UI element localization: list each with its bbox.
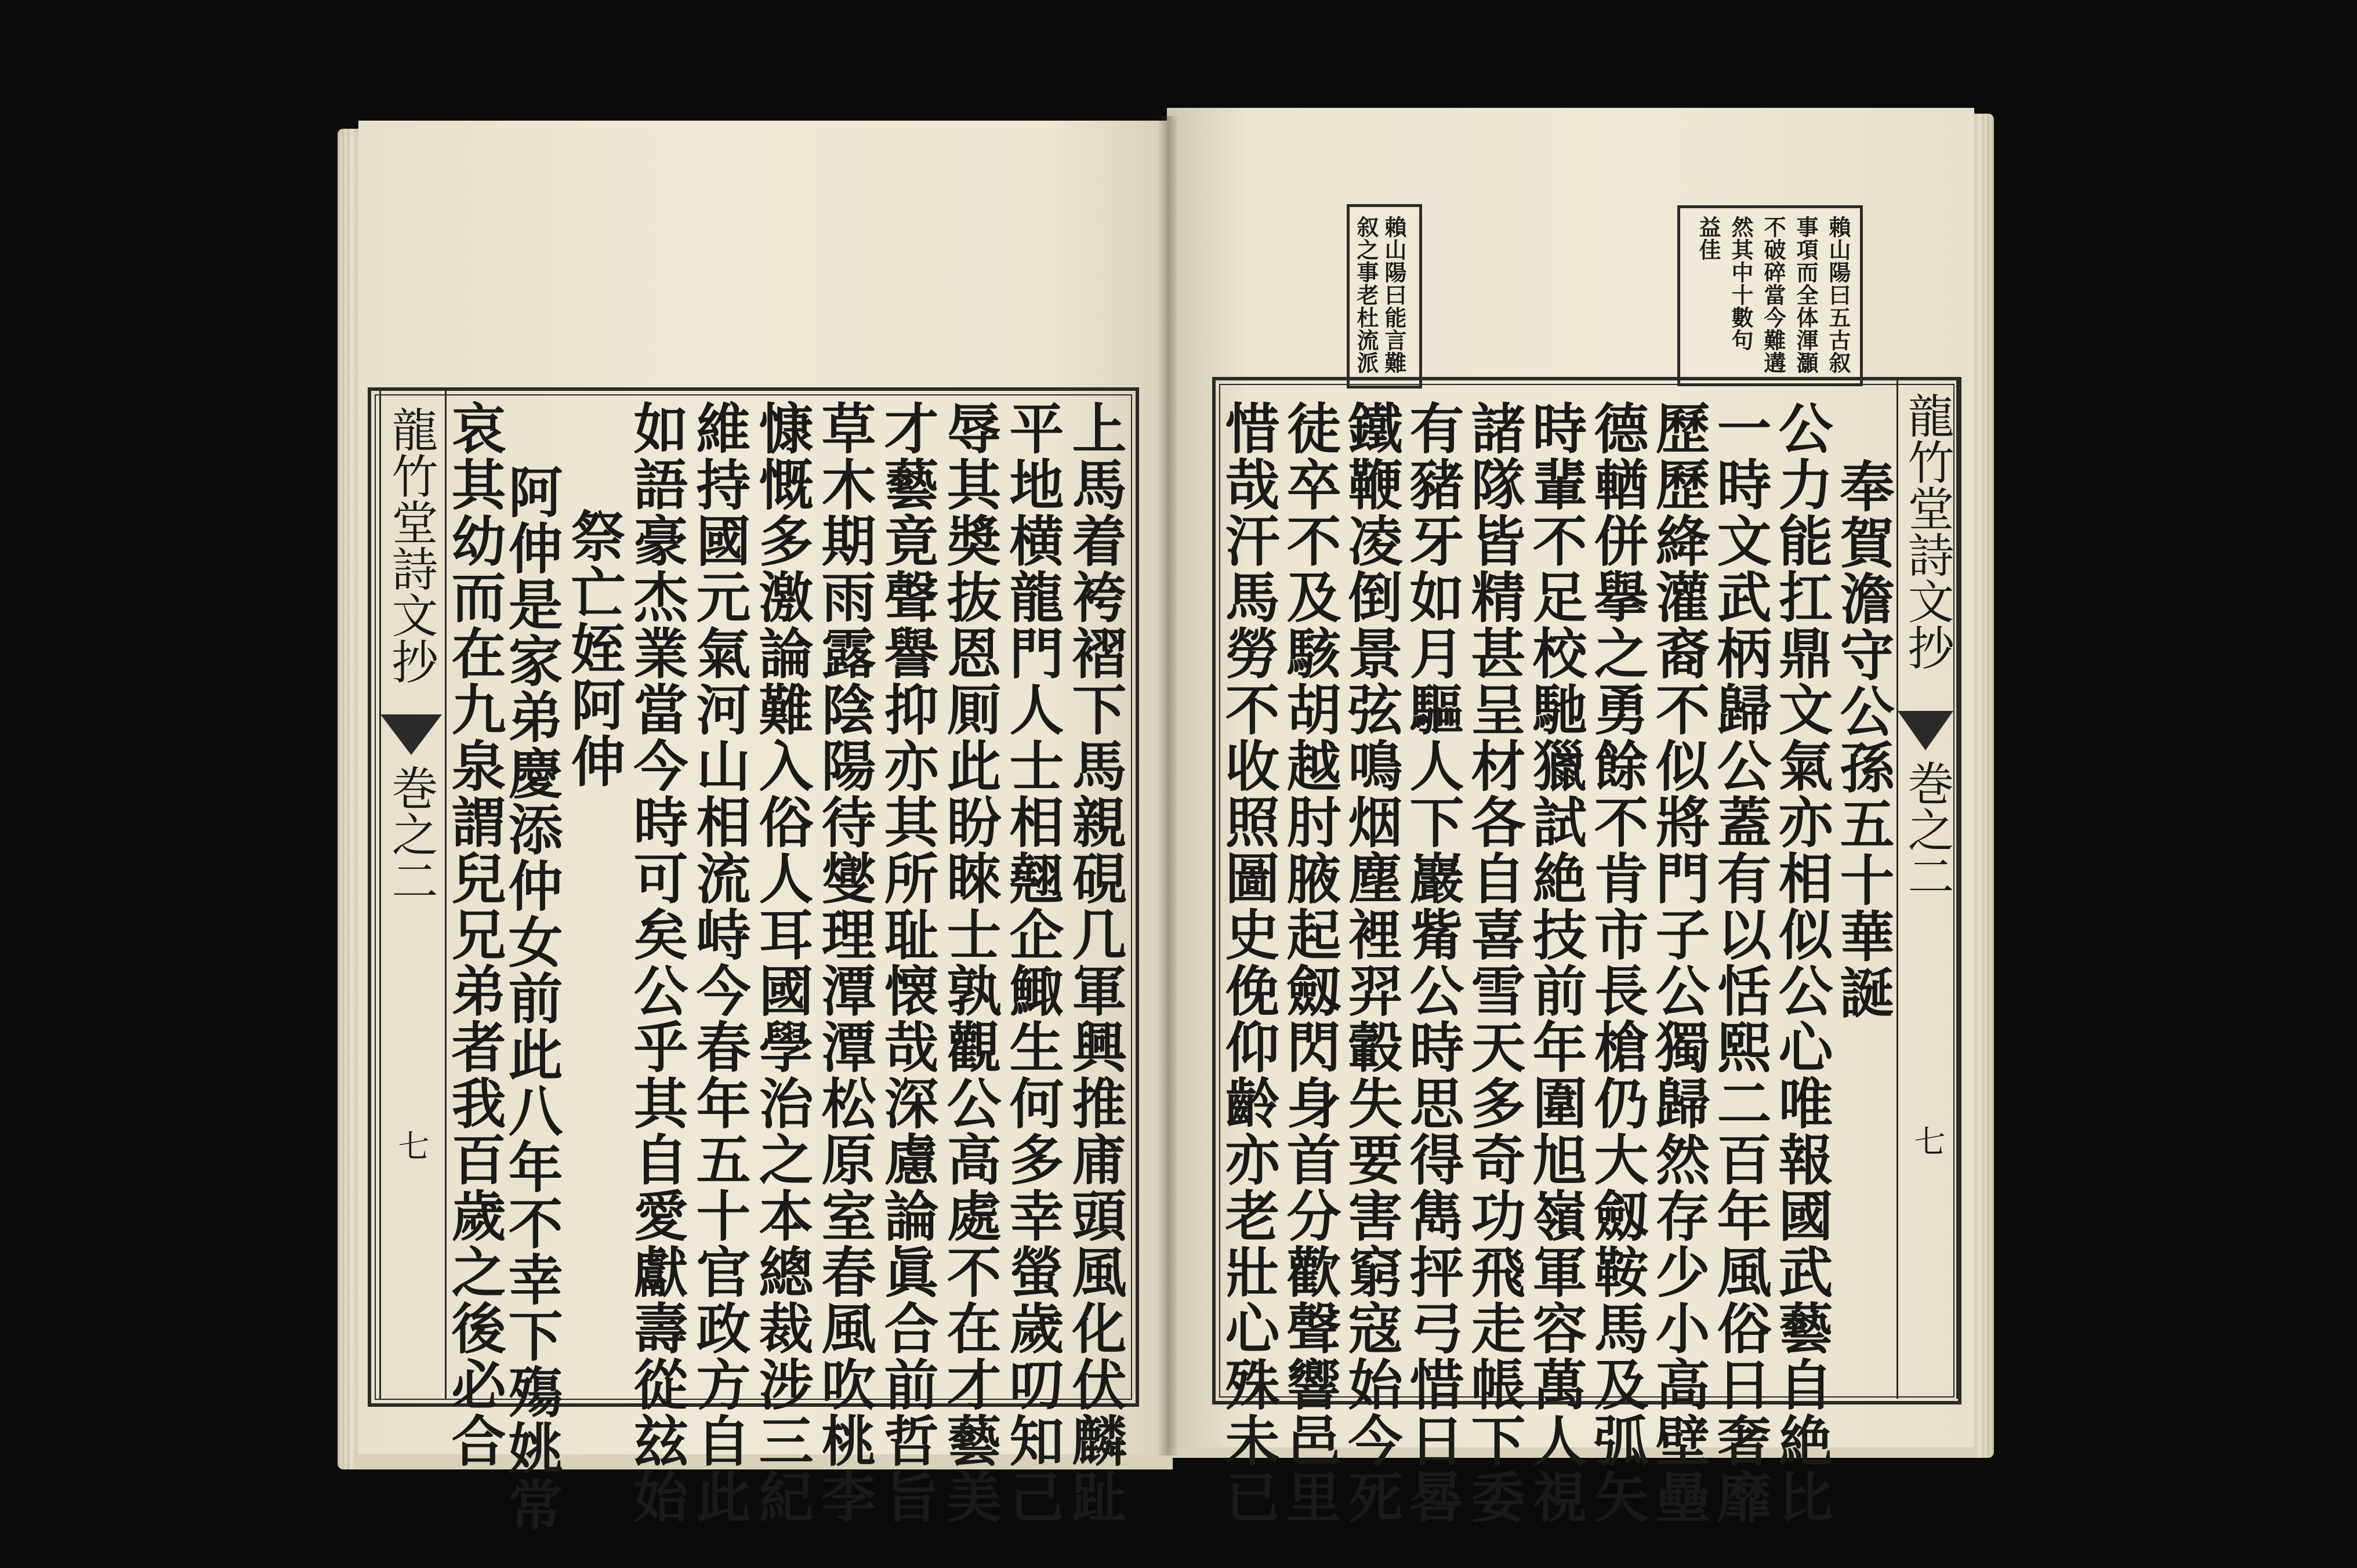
left-column-1: 上馬着袴褶下馬親硯几軍興推庯頭風化伏麟趾	[1063, 400, 1126, 1525]
left-hanshin-title: 龍竹堂詩文抄	[384, 406, 438, 684]
left-folio: 七	[393, 1130, 430, 1161]
left-column-4: 才藝竟聲譽抑亦其所耻懐哉深慮論眞合前哲旨	[875, 400, 938, 1525]
right-poem-title: 奉賀澹守公孫五十華誕	[1830, 458, 1894, 1021]
right-column-11: 惜哉汗馬勞不收照圖史俛仰齡亦老壯心殊未已	[1216, 400, 1279, 1525]
right-folio: 七	[1909, 1125, 1946, 1156]
right-column-6: 時輩不足校馳獵試絶技前年圍旭嶺軍容萬人視	[1523, 400, 1587, 1525]
headnote-1-line-1: 賴山陽曰能言難	[1381, 216, 1407, 374]
left-column-11: 哀其幼而在九泉謂兒兄弟者我百歲之後必合	[442, 400, 506, 1469]
left-column-2: 平地横龍門人士相翹企鯫生何多幸螢歲叨知己	[1000, 400, 1064, 1525]
left-fishtail-mark	[380, 714, 442, 755]
right-column-8: 有豬牙如月驅人下巖觜公時思得雋抨弓惜日晷	[1400, 400, 1464, 1525]
headnote-1-line-2: 叙之事老杜流派	[1353, 216, 1379, 374]
book-gutter	[1158, 116, 1178, 1456]
right-column-9: 鐵鞭凌倒景弦鳴烟塵裡羿轂失要害窮寇始今死	[1339, 400, 1402, 1525]
right-column-7: 諸隊皆精甚呈材各自喜雪天多奇功飛走帳下委	[1462, 400, 1525, 1525]
right-column-2: 公力能扛鼎文氣亦相似公心唯報國武藝自絶比	[1769, 400, 1833, 1525]
headnote-2-line-4: 然其中十數句	[1728, 216, 1754, 351]
right-column-10: 徒卒不及駭胡越肘腋起劔閃身首分歡聲響邑里	[1277, 400, 1341, 1525]
left-column-3: 辱其奬抜恩厠此盼睞士孰觀公高處不在才藝美	[937, 400, 1001, 1525]
right-hanshin-volume: 巻之二	[1900, 760, 1954, 899]
right-hanshin-title: 龍竹堂詩文抄	[1900, 392, 1954, 670]
left-column-8: 如語豪杰業當今時可矣公乎其自愛獻壽從玆始	[624, 400, 688, 1525]
right-fishtail-mark	[1898, 711, 1953, 750]
left-column-7: 維持國元氣河山相流峙今春年五十官政方自此	[687, 400, 750, 1525]
headnote-2-line-5: 益佳	[1695, 216, 1721, 261]
left-section-title: 祭亡姪阿伸	[561, 508, 625, 789]
left-column-6: 慷慨多激論難入俗人耳國學治之本總裁涉三紀	[749, 400, 813, 1525]
right-column-5: 德輶併擧之勇餘不肯市長槍仍大劔鞍馬及弧矢	[1584, 400, 1648, 1525]
left-column-10: 阿伸是家弟慶添仲女前此八年不幸下殤姚常	[499, 464, 563, 1533]
right-column-4: 歷歷絳灌裔不似將門子公獨歸然存少小高壁壘	[1646, 400, 1710, 1525]
left-column-5: 草木期雨露陰陽待燮理潭潭松原室春風吹桃李	[812, 400, 876, 1525]
headnote-2-line-2: 事項而全体渾灝	[1793, 216, 1819, 374]
headnote-2-line-1: 賴山陽曰五古叙	[1825, 216, 1851, 374]
headnote-2-line-3: 不破碎當今難遘	[1760, 216, 1786, 374]
left-hanshin-volume: 巻之二	[384, 764, 438, 903]
right-column-3: 一時文武柄歸公蓋有以恬熙二百年風俗日奢靡	[1707, 400, 1771, 1525]
